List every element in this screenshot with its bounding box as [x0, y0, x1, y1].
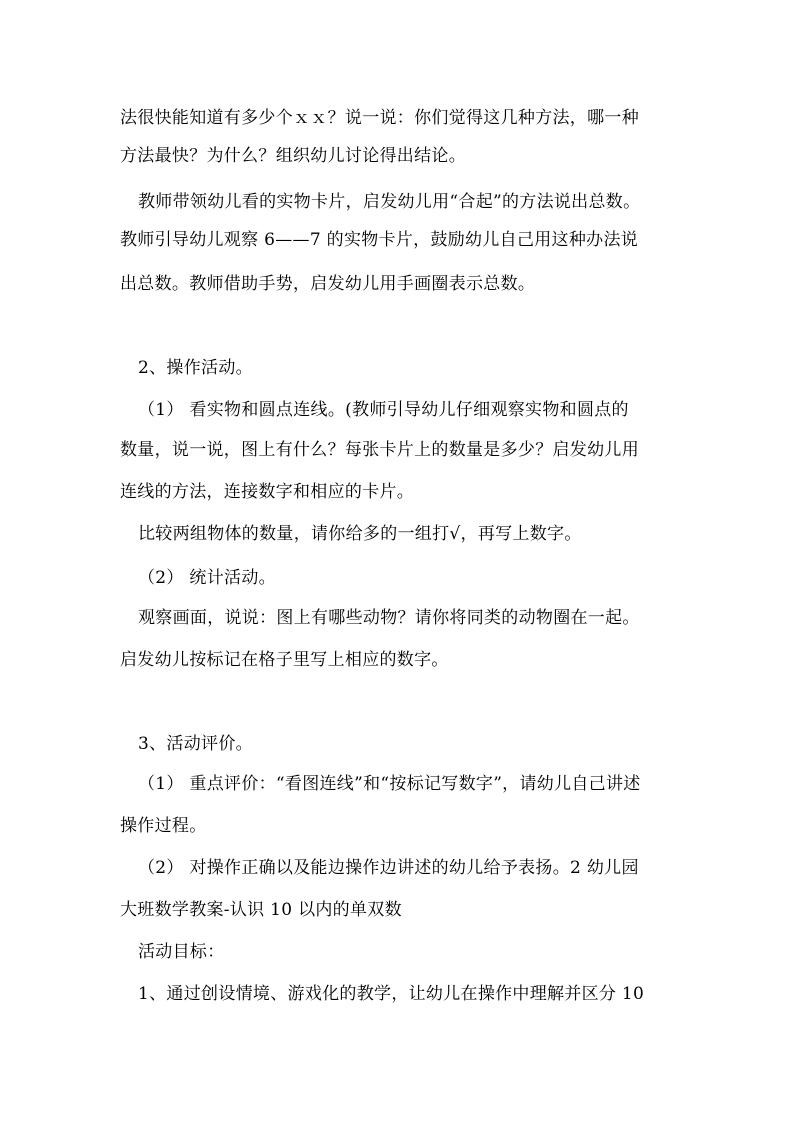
text-line: （2） 对操作正确以及能边操作边讲述的幼儿给予表扬。2 幼儿园	[138, 858, 639, 878]
text-line: 法很快能知道有多少个ｘｘ？说一说：你们觉得这几种方法，哪一种	[120, 108, 639, 128]
text-line: （1） 看实物和圆点连线。(教师引导幼儿仔细观察实物和圆点的	[138, 400, 629, 420]
text-line: 出总数。教师借助手势，启发幼儿用手画圈表示总数。	[120, 274, 536, 294]
text-line: 观察画面，说说：图上有哪些动物？请你将同类的动物圈在一起。	[138, 608, 640, 628]
section-heading: 3、活动评价。	[138, 734, 253, 754]
text-line: 方法最快？为什么？组织幼儿讨论得出结论。	[120, 146, 466, 166]
text-line: 操作过程。	[120, 816, 207, 836]
text-line: 教师引导幼儿观察 6——7 的实物卡片，鼓励幼儿自己用这种办法说	[120, 230, 639, 250]
text-line: 连线的方法，连接数字和相应的卡片。	[120, 482, 415, 502]
text-line: 数量，说一说，图上有什么？每张卡片上的数量是多少？启发幼儿用	[120, 440, 639, 460]
text-line: 1、通过创设情境、游戏化的教学，让幼儿在操作中理解并区分 10	[138, 984, 645, 1004]
text-line: 启发幼儿按标记在格子里写上相应的数字。	[120, 650, 449, 670]
section-heading: 2、操作活动。	[138, 358, 253, 378]
text-line: 大班数学教案-认识 10 以内的单双数	[120, 900, 402, 920]
text-line: （1） 重点评价：“看图连线”和“按标记写数字”，请幼儿自己讲述	[138, 774, 641, 794]
text-line: （2） 统计活动。	[138, 568, 276, 588]
text-line: 活动目标：	[138, 942, 225, 962]
text-line: 教师带领幼儿看的实物卡片，启发幼儿用“合起”的方法说出总数。	[138, 192, 641, 212]
text-line: 比较两组物体的数量，请你给多的一组打√，再写上数字。	[138, 524, 582, 544]
